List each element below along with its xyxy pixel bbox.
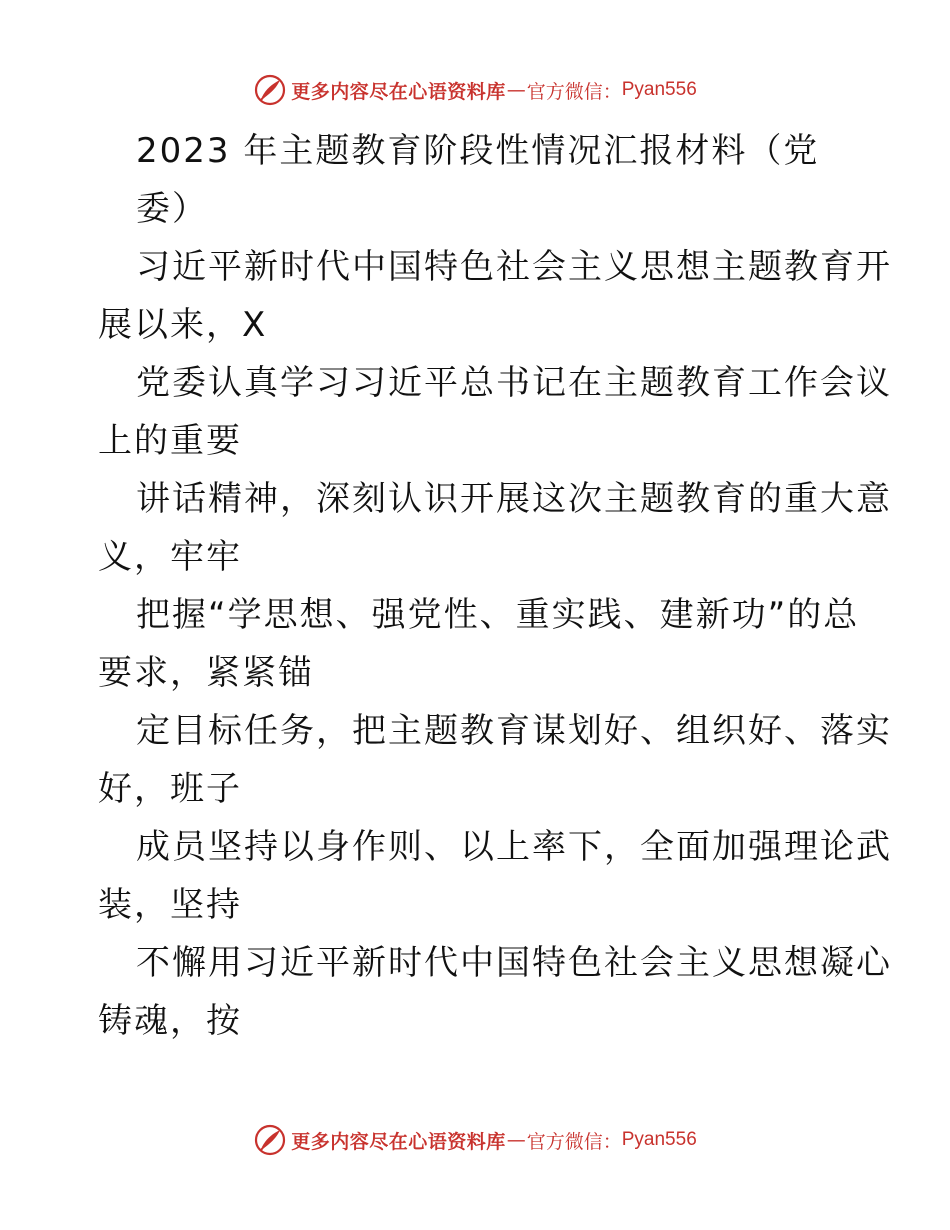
paragraph-line: 讲话精神，深刻认识开展这次主题教育的重大意 xyxy=(136,479,892,519)
quill-logo-icon xyxy=(253,73,287,107)
footer-wechat-id: Pyan556 xyxy=(621,1129,697,1150)
paragraph-line: 好，班子 xyxy=(98,769,242,809)
paragraph-line: 成员坚持以身作则、以上率下，全面加强理论武 xyxy=(136,827,892,867)
paragraph-line: 装，坚持 xyxy=(98,885,242,925)
paragraph-line: 不懈用习近平新时代中国特色社会主义思想凝心 xyxy=(136,943,892,983)
footer-site-name: 更多内容尽在心语资料库 xyxy=(291,1130,506,1153)
footer-wechat-label: 官方微信： xyxy=(526,1130,622,1153)
quill-logo-icon xyxy=(253,1123,287,1157)
paragraph-line: 把握“学思想、强党性、重实践、建新功”的总 xyxy=(136,595,860,635)
footer-banner xyxy=(0,1120,950,1160)
paragraph-line: 要求，紧紧锚 xyxy=(98,653,314,693)
paragraph-line: 习近平新时代中国特色社会主义思想主题教育开 xyxy=(136,247,892,287)
paragraph-line: 上的重要 xyxy=(98,421,242,461)
paragraph-line: 党委认真学习习近平总书记在主题教育工作会议 xyxy=(136,363,892,403)
paragraph-line: 展以来，X xyxy=(98,305,268,345)
paragraph-line: 义，牢牢 xyxy=(98,537,242,577)
header-site-name: 更多内容尽在心语资料库 xyxy=(291,80,506,103)
document-body xyxy=(98,122,892,1050)
header-wechat-label: 官方微信： xyxy=(526,80,622,103)
paragraph-line: 铸魂，按 xyxy=(98,1001,242,1041)
doc-title-line-2: 委） xyxy=(136,189,208,229)
header-banner xyxy=(0,70,950,110)
paragraph-line: 定目标任务，把主题教育谋划好、组织好、落实 xyxy=(136,711,892,751)
footer-separator: — xyxy=(506,1129,526,1151)
header-separator: — xyxy=(506,79,526,101)
doc-title-line-1: 2023 年主题教育阶段性情况汇报材料（党 xyxy=(136,131,820,171)
header-wechat-id: Pyan556 xyxy=(621,79,697,100)
